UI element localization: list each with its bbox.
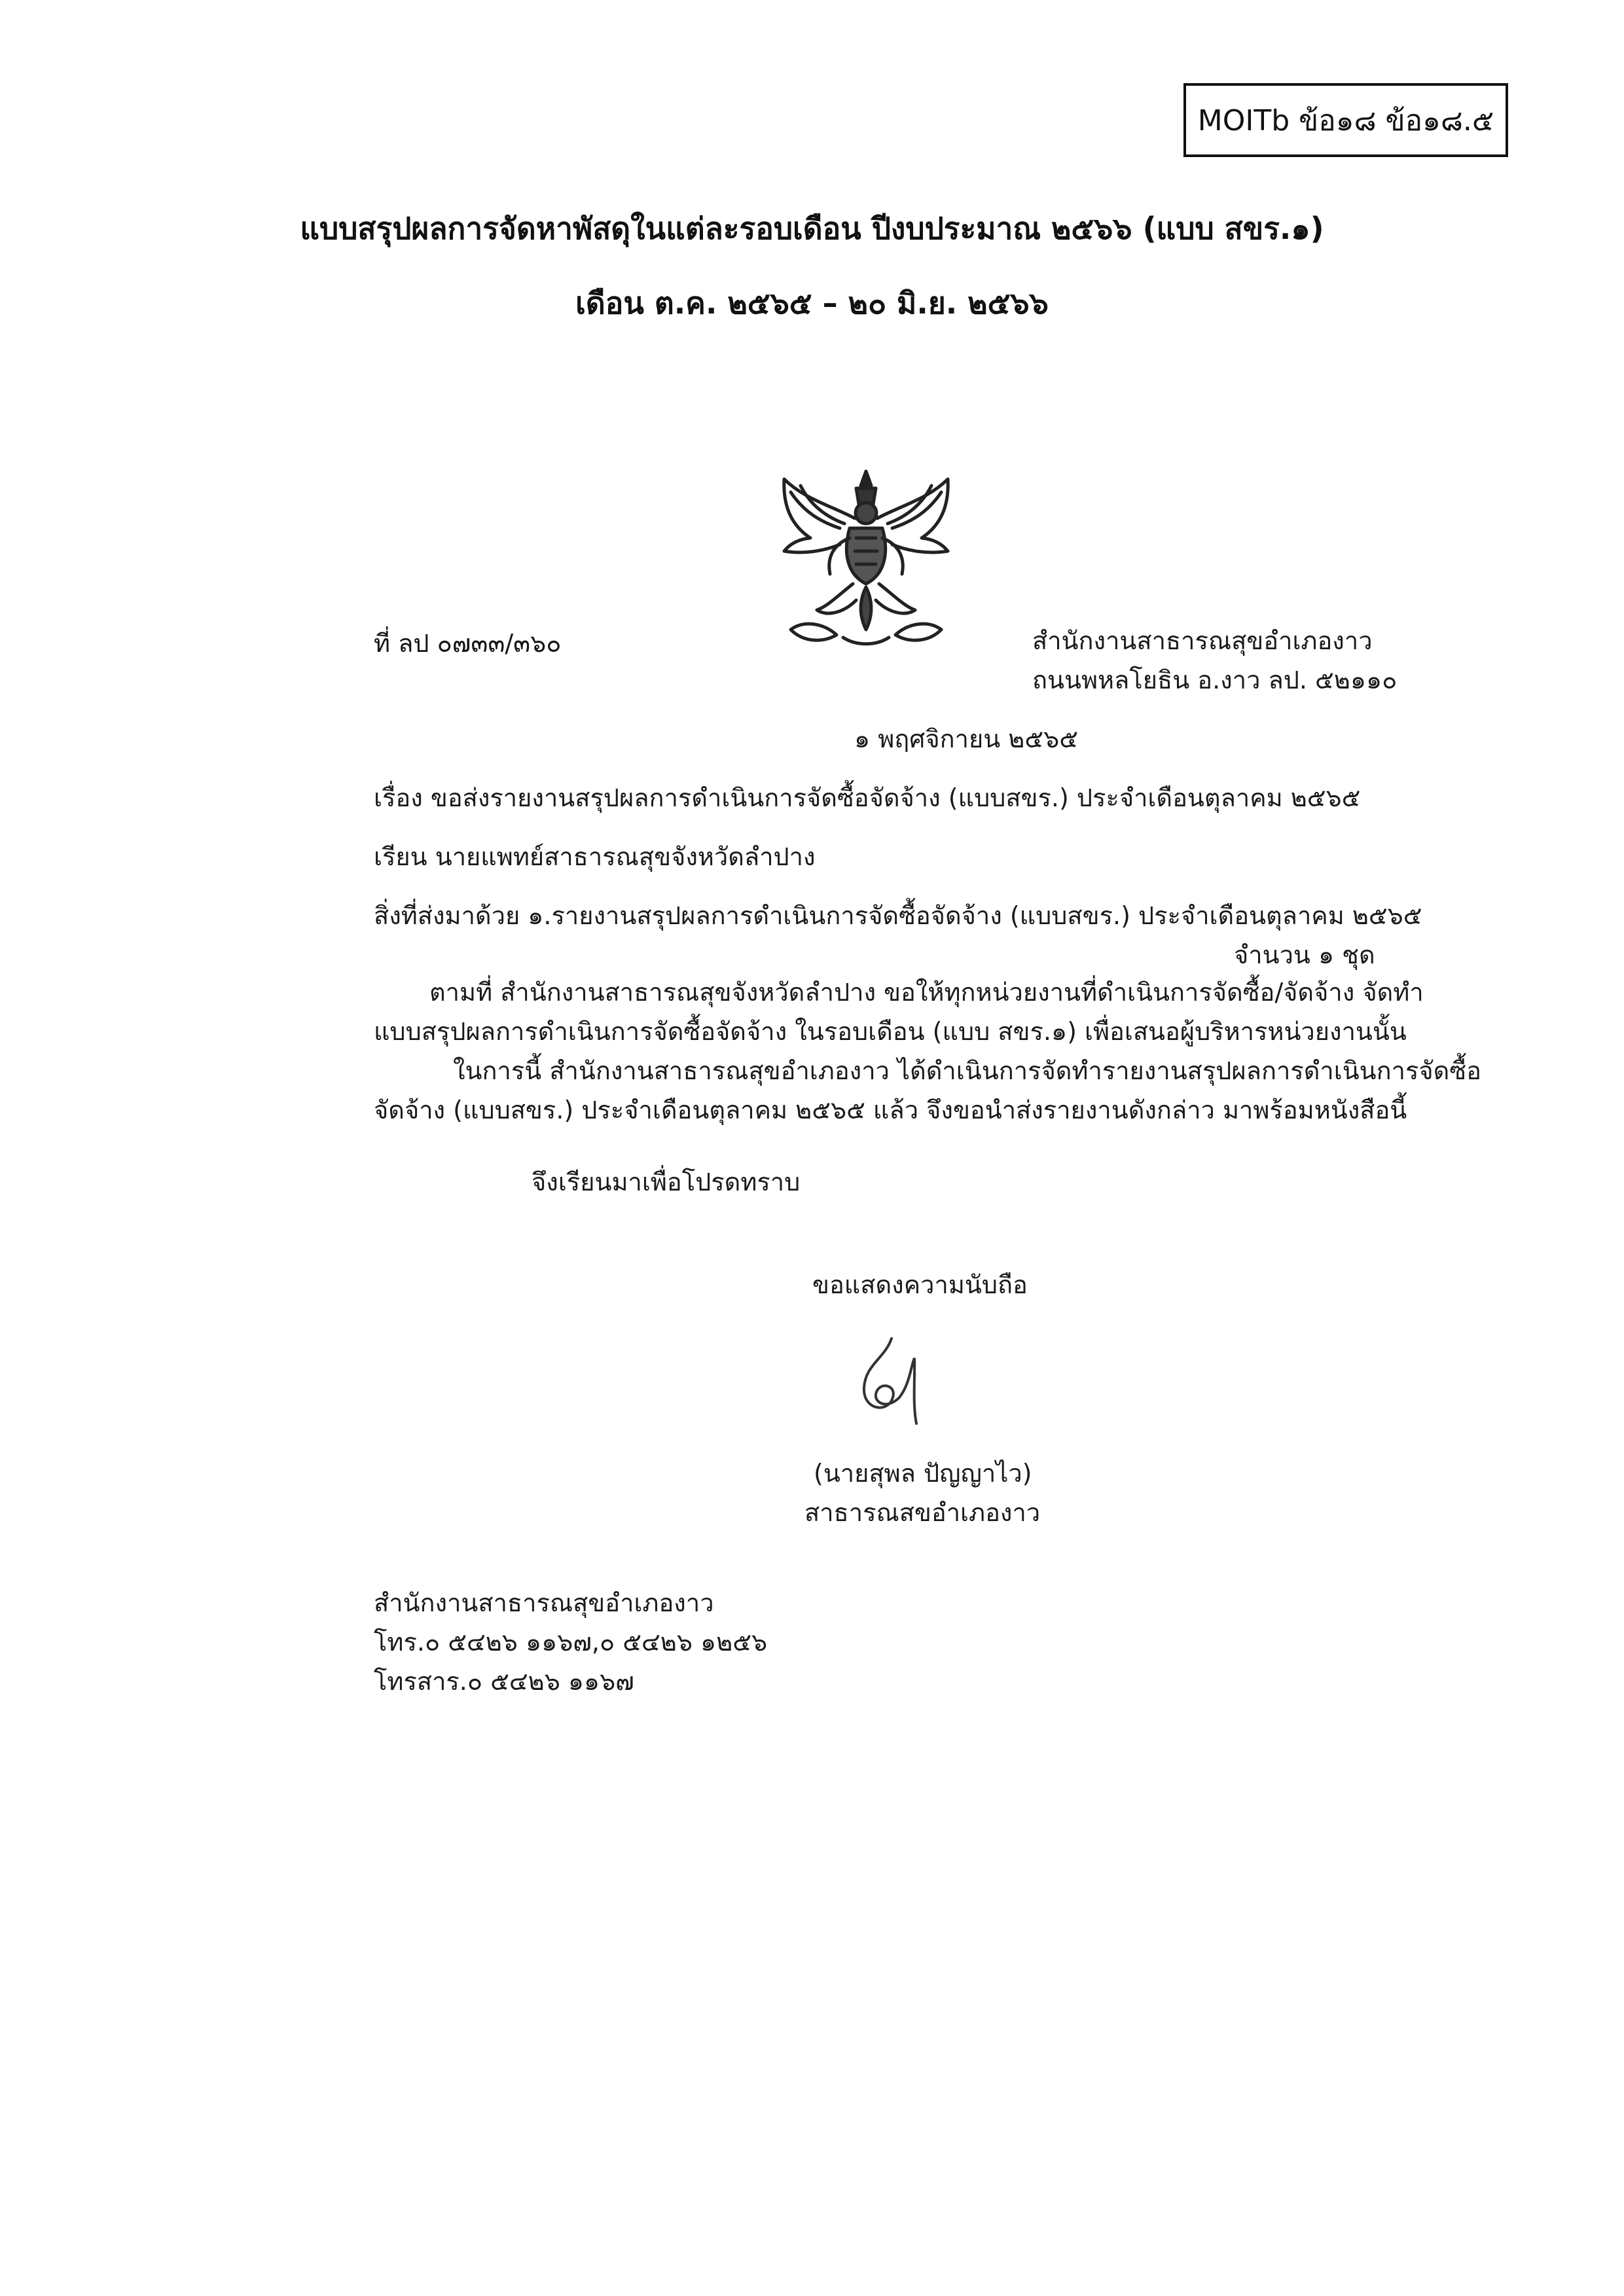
letter-recipient: เรียน นายแพทย์สาธารณสุขจังหวัดลำปาง	[374, 842, 816, 871]
body-paragraph-line: ในการนี้ สำนักงานสาธารณสุขอำเภองาว ได้ดำเนินการจัดทำรายงานสรุปผลการดำเนินการจัดซื้อ	[453, 1056, 1481, 1085]
closing-request: จึงเรียนมาเพื่อโปรดทราบ	[532, 1168, 801, 1196]
enclosure-quantity: จำนวน ๑ ชุด	[1234, 941, 1375, 969]
footer-phone: โทร.๐ ๕๔๒๖ ๑๑๖๗,๐ ๕๔๒๖ ๑๒๕๖	[374, 1628, 768, 1657]
reference-number: ที่ ลป ๐๗๓๓/๓๖๐	[374, 629, 562, 658]
document-reference-text: MOITb ข้อ๑๘ ข้อ๑๘.๕	[1197, 103, 1494, 137]
page-title: แบบสรุปผลการจัดหาพัสดุในแต่ละรอบเดือน ปีงบประมาณ ๒๕๖๖ (แบบ สขร.๑)	[300, 211, 1324, 246]
letter-subject: เรื่อง ขอส่งรายงานสรุปผลการดำเนินการจัดซื้อจัดจ้าง (แบบสขร.) ประจำเดือนตุลาคม ๒๕๖๕	[374, 783, 1361, 812]
letter-enclosure: สิ่งที่ส่งมาด้วย ๑.รายงานสรุปผลการดำเนินการจัดซื้อจัดจ้าง (แบบสขร.) ประจำเดือนตุลาคม ๒๕๖๕	[374, 901, 1422, 930]
signature	[852, 1332, 931, 1430]
garuda-emblem-icon	[765, 466, 967, 656]
office-name: สำนักงานสาธารณสุขอำเภองาว	[1032, 626, 1373, 655]
signer-title: สาธารณสขอำเภองาว	[804, 1498, 1041, 1527]
footer-office: สำนักงานสาธารณสุขอำเภองาว	[374, 1588, 714, 1617]
body-paragraph-line: ตามที่ สำนักงานสาธารณสุขจังหวัดลำปาง ขอให้ทุกหน่วยงานที่ดำเนินการจัดซื้อ/จัดจ้าง จัดทำ	[429, 978, 1424, 1007]
closing-salutation: ขอแสดงความนับถือ	[812, 1270, 1028, 1299]
page-subtitle: เดือน ต.ค. ๒๕๖๕ – ๒๐ มิ.ย. ๒๕๖๖	[575, 285, 1049, 321]
office-address: ถนนพหลโยธิน อ.งาว ลป. ๕๒๑๑๐	[1032, 666, 1398, 694]
document-reference-box	[1183, 83, 1508, 157]
footer-fax: โทรสาร.๐ ๕๔๒๖ ๑๑๖๗	[374, 1667, 634, 1696]
body-paragraph-line: จัดจ้าง (แบบสขร.) ประจำเดือนตุลาคม ๒๕๖๕ แล้ว จึงขอนำส่งรายงานดังกล่าว มาพร้อมหนังสือนี้	[374, 1096, 1407, 1124]
body-paragraph-line: แบบสรุปผลการดำเนินการจัดซื้อจัดจ้าง ในรอบเดือน (แบบ สขร.๑) เพื่อเสนอผู้บริหารหน่วยงานนั้น	[374, 1017, 1407, 1046]
signer-name: (นายสุพล ปัญญาไว)	[814, 1459, 1032, 1488]
letter-date: ๑ พฤศจิกายน ๒๕๖๕	[854, 725, 1078, 753]
